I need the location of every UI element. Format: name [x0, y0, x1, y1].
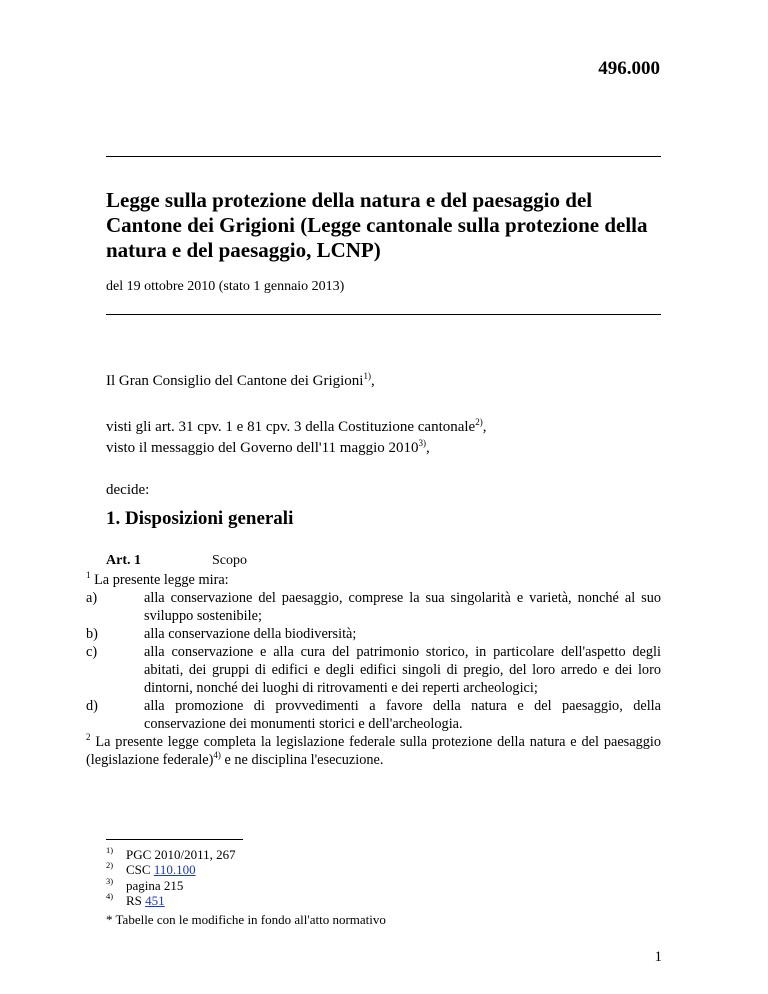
paragraph-1: $^1$ La presente legge mira: [86, 570, 229, 588]
footnote: 4) RS 451 [106, 890, 165, 908]
list-item: c) alla conservazione e alla cura del patrimonio storico, in particolare dell'aspetto degli abitati, dei gruppi di edifici e degli edifici singoli di pregio, del loro arredo e dei loro dintorni, nonché dei luoghi di ritrovamenti e dei reperti archeologici; [86, 644, 661, 696]
footnote-ref-4[interactable]: 4) [213, 750, 221, 761]
footnote: 2) CSC 110.100 [106, 860, 196, 878]
preamble-line-2: visti gli art. 31 cpv. 1 e 81 cpv. 3 della Costituzione cantonale$^{2)}$, [106, 417, 487, 435]
footnotes [106, 847, 236, 908]
article-heading [106, 553, 247, 569]
article-number: Art. 1 [106, 553, 141, 568]
list-item: b) alla conservazione della biodiversità; [86, 626, 357, 642]
date-line: del 19 ottobre 2010 (stato 1 gennaio 2013) [106, 279, 345, 294]
document-number: 496.000 [598, 58, 660, 79]
decide-line: decide: [106, 482, 150, 498]
list-item: d) alla promozione di provvedimenti a favore della natura e del paesaggio, della conservazione dei monumenti storici e dell'archeologia. [86, 698, 661, 732]
footnote-ref-2[interactable]: 2) [475, 417, 483, 427]
article-title: Scopo [212, 553, 247, 568]
article-body [86, 571, 661, 769]
footnote: 3) pagina 215 [106, 875, 184, 893]
preamble-line-1: Il Gran Consiglio del Cantone dei Grigioni$^{1)}$, [106, 371, 375, 389]
paragraph-2: $^2$ La presente legge completa la legislazione federale sulla protezione della natura e del paesaggio (legislazione federale)$^{4)}$ e ne disciplina l'esecuzione. [86, 732, 661, 768]
footnote-link-csc[interactable]: 110.100 [153, 862, 196, 878]
top-divider [106, 156, 661, 157]
footnote-ref-3[interactable]: 3) [418, 438, 427, 448]
footnote-ref-1[interactable]: 1) [363, 371, 371, 381]
footnote: 1) PGC 2010/2011, 267 [106, 845, 236, 862]
section-heading: 1. Disposizioni generali [106, 508, 294, 529]
preamble-line-3: visto il messaggio del Governo dell'11 maggio 2010$^{3)}$, [106, 438, 430, 456]
footnote-divider [106, 839, 243, 840]
title-divider [106, 314, 661, 315]
law-title: Legge sulla protezione della natura e del paesaggio del Cantone dei Grigioni (Legge cantonale sulla protezione della natura e del paesaggio, LCNP) [106, 188, 648, 262]
list-item: a) alla conservazione del paesaggio, comprese la sua singolarità e varietà, nonché al suo sviluppo sostenibile; [86, 590, 661, 624]
footnote-link-rs[interactable]: 451 [145, 892, 165, 908]
modifications-note: * Tabelle con le modifiche in fondo all'atto normativo [106, 912, 386, 927]
page-number: 1 [654, 949, 662, 965]
